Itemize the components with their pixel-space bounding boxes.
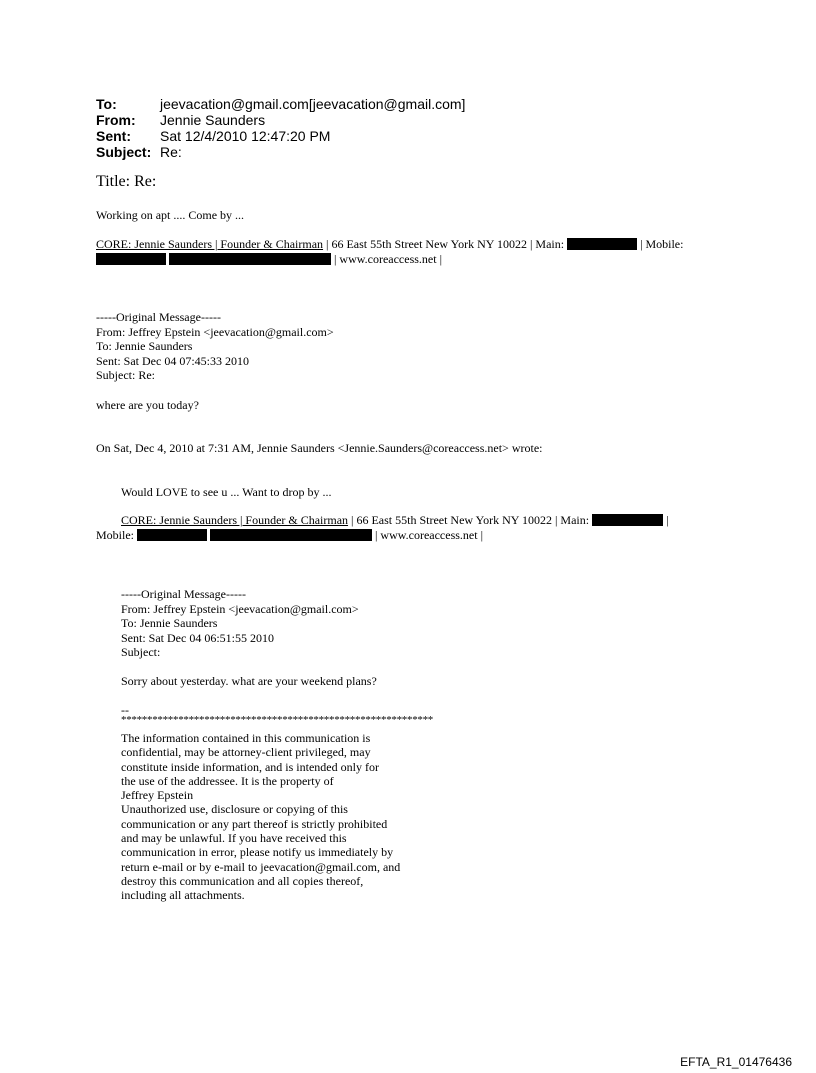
header-from-row xyxy=(96,112,465,128)
to-label: To: xyxy=(96,96,117,112)
disclaimer-line: The information contained in this communication is xyxy=(121,731,371,745)
confidentiality-disclaimer xyxy=(121,731,400,903)
signature-1-address: | 66 East 55th Street New York NY 10022 | Main: xyxy=(323,237,568,251)
disclaimer-line: Unauthorized use, disclosure or copying of this xyxy=(121,802,348,817)
reply-text-2: Sorry about yesterday. what are your weekend plans? xyxy=(121,674,377,688)
from-value: Jennie Saunders xyxy=(160,112,266,128)
disclaimer-line: confidential, may be attorney-client privileged, may xyxy=(121,745,371,760)
disclaimer-line: return e-mail or by e-mail to jeevacation@gmail.com, and xyxy=(121,859,401,874)
document-title: Title: Re: xyxy=(96,173,157,190)
redaction-box xyxy=(567,238,637,250)
redaction-box xyxy=(169,253,331,265)
sent-label: Sent: xyxy=(96,128,131,144)
signature-1-line-1 xyxy=(96,237,683,251)
signature-dash: -- xyxy=(121,703,129,717)
original-subject: Subject: xyxy=(121,645,161,659)
from-label: From: xyxy=(96,112,136,128)
disclaimer-line: and may be unlawful. If you have received this xyxy=(121,831,347,846)
signature-2-separator: | xyxy=(663,513,669,527)
email-header xyxy=(96,96,465,160)
signature-2-website: | www.coreaccess.net | xyxy=(372,528,483,542)
subject-value: Re: xyxy=(160,144,182,160)
quoted-wrote-line: On Sat, Dec 4, 2010 at 7:31 AM, Jennie Saunders <Jennie.Saunders@coreaccess.net> wrote: xyxy=(96,441,543,455)
disclaimer-line: including all attachments. xyxy=(121,888,245,903)
original-message-1 xyxy=(96,310,334,383)
disclaimer-line: the use of the addressee. It is the property of xyxy=(121,773,334,788)
original-from: From: Jeffrey Epstein <jeevacation@gmail.com> xyxy=(96,324,334,339)
original-to: To: Jennie Saunders xyxy=(96,339,193,353)
reply-text-1: where are you today? xyxy=(96,398,199,412)
signature-1-line-2 xyxy=(96,252,442,266)
original-message-2 xyxy=(121,587,359,660)
disclaimer-line: Jeffrey Epstein xyxy=(121,788,194,803)
signature-1-website: | www.coreaccess.net | xyxy=(331,252,442,266)
disclaimer-line: constitute inside information, and is intended only for xyxy=(121,759,379,774)
original-subject: Subject: Re: xyxy=(96,368,155,382)
original-sent: Sent: Sat Dec 04 06:51:55 2010 xyxy=(121,630,274,645)
signature-2-line-2 xyxy=(96,528,483,542)
header-sent-row xyxy=(96,128,465,144)
redaction-box xyxy=(96,253,166,265)
disclaimer-line: communication or any part thereof is strictly prohibited xyxy=(121,816,388,831)
original-from: From: Jeffrey Epstein <jeevacation@gmail.com> xyxy=(121,601,359,616)
signature-1-name: CORE: Jennie Saunders | Founder & Chairman xyxy=(96,237,324,251)
to-value: jeevacation@gmail.com[jeevacation@gmail.com] xyxy=(160,96,466,112)
signature-1-mobile-label: | Mobile: xyxy=(637,237,684,251)
signature-2-address: | 66 East 55th Street New York NY 10022 | Main: xyxy=(348,513,593,527)
original-message-divider: -----Original Message----- xyxy=(121,587,246,601)
signature-2-name: CORE: Jennie Saunders | Founder & Chairman xyxy=(121,513,349,527)
original-message-divider: -----Original Message----- xyxy=(96,310,221,324)
document-id: EFTA_R1_01476436 xyxy=(680,1055,792,1069)
original-sent: Sent: Sat Dec 04 07:45:33 2010 xyxy=(96,353,249,368)
header-subject-row xyxy=(96,144,465,160)
redaction-box xyxy=(210,529,372,541)
message-text-2: Would LOVE to see u ... Want to drop by ... xyxy=(121,485,332,499)
signature-2-mobile-label: Mobile: xyxy=(96,528,137,542)
disclaimer-line: destroy this communication and all copies thereof, xyxy=(121,873,364,888)
subject-label: Subject: xyxy=(96,144,152,160)
header-to-row xyxy=(96,96,465,112)
redaction-box xyxy=(137,529,207,541)
disclaimer-line: communication in error, please notify us immediately by xyxy=(121,845,394,860)
sent-value: Sat 12/4/2010 12:47:20 PM xyxy=(160,128,331,144)
signature-2-line-1 xyxy=(121,513,668,527)
message-text-1: Working on apt .... Come by ... xyxy=(96,208,245,222)
asterisk-separator: ************************************************************ xyxy=(121,714,434,726)
redaction-box xyxy=(592,514,663,526)
original-to: To: Jennie Saunders xyxy=(121,616,218,630)
